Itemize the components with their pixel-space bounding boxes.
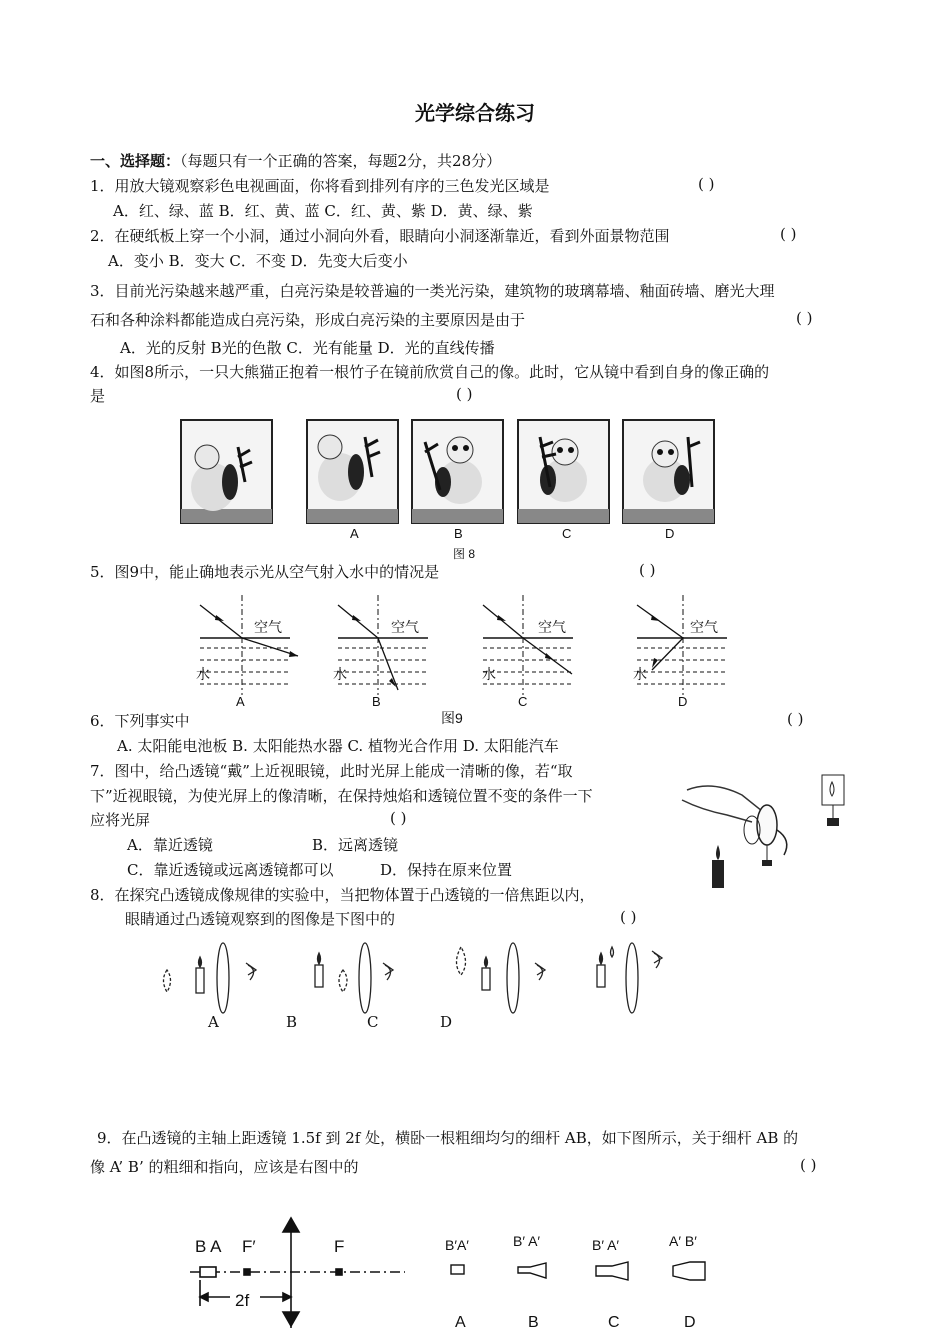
q7-line3: 应将光屏	[90, 811, 151, 829]
water-label-a: 水	[196, 666, 210, 682]
rod-label-a: A	[455, 1314, 466, 1331]
q7-line1: 7．图中，给凸透镜“戴”上近视眼镜，此时光屏上能成一清晰的像，若“取	[90, 762, 573, 780]
rod-option-tag-c: B′ A′	[592, 1237, 620, 1253]
air-label-d: 空气	[690, 619, 718, 635]
refraction-diagram-c	[483, 595, 573, 695]
lens-option-d	[597, 943, 662, 1013]
q7-option-a: A．靠近透镜	[127, 836, 213, 854]
rod-image-options	[451, 1262, 705, 1280]
q1-text: 1．用放大镜观察彩色电视画面，你将看到排列有序的三色发光区域是	[90, 177, 550, 195]
q8-answer-paren: ( )	[620, 908, 637, 926]
q1-options: A．红、绿、蓝 B．红、黄、蓝 C．红、黄、紫 D．黄、绿、紫	[113, 202, 533, 220]
section-note: （每题只有一个正确的答案，每题2分，共28分）	[180, 152, 502, 170]
q7-option-d: D．保持在原来位置	[380, 861, 513, 879]
section-heading	[90, 150, 501, 171]
q4-answer-paren: ( )	[456, 385, 473, 403]
panda-option-a	[307, 420, 398, 523]
q5-text: 5．图9中，能止确地表示光从空气射入水中的情况是	[90, 563, 440, 581]
lens-label-b: B	[286, 1013, 298, 1031]
q8-line2: 眼睛通过凸透镜观察到的图像是下图中的	[125, 910, 396, 928]
lens-label-d: D	[440, 1013, 453, 1031]
convex-lens-image-options	[0, 935, 950, 1015]
page-title: 光学综合练习	[415, 101, 535, 125]
q9-line2: 像 A’ B’ 的粗细和指向，应该是右图中的	[90, 1158, 359, 1176]
panda-label-d: D	[665, 526, 675, 541]
refraction-label-d: D	[678, 694, 688, 709]
q9-answer-paren: ( )	[800, 1156, 817, 1174]
water-label-b: 水	[333, 666, 347, 682]
two-f-label: 2f	[235, 1291, 250, 1310]
lens-glasses-figure	[672, 760, 872, 900]
q3-line2: 石和各种涂料都能造成白亮污染，形成白亮污染的主要原因是由于	[90, 311, 526, 329]
panda-label-b: B	[454, 526, 463, 541]
q5-answer-paren: ( )	[639, 561, 656, 579]
lens-label-a: A	[208, 1013, 219, 1031]
q8-line1: 8．在探究凸透镜成像规律的实验中，当把物体置于凸透镜的一倍焦距以内，	[90, 886, 595, 904]
q6-text: 6．下列事实中	[90, 712, 190, 730]
q6-answer-paren: ( )	[787, 710, 804, 728]
refraction-diagram-a	[200, 595, 298, 695]
air-label-a: 空气	[254, 619, 282, 635]
rod-option-tag-d: A′ B′	[669, 1233, 697, 1249]
panda-option-b	[412, 420, 503, 523]
refraction-label-b: B	[372, 694, 381, 709]
q3-answer-paren: ( )	[796, 309, 813, 327]
q7-line2: 下”近视眼镜，为使光屏上的像清晰，在保持烛焰和透镜位置不变的条件一下	[90, 787, 593, 805]
air-label-b: 空气	[391, 619, 419, 635]
panda-label-a: A	[350, 526, 359, 541]
section-heading-label: 一、选择题：	[90, 152, 181, 170]
rod-option-tag-a: B′A′	[445, 1237, 469, 1253]
q3-line1: 3．目前光污染越来越严重，白亮污染是较普遍的一类光污染，建筑物的玻璃幕墙、釉面砖墙、磨光大理	[90, 282, 775, 300]
q6-options: A. 太阳能电池板 B. 太阳能热水器 C. 植物光合作用 D. 太阳能汽车	[117, 737, 559, 755]
panda-option-c	[518, 420, 609, 523]
refraction-label-a: A	[236, 694, 245, 709]
figure-9-caption: 图9	[441, 710, 463, 726]
rod-label-c: C	[608, 1314, 620, 1331]
q2-options: A．变小 B．变大 C．不变 D．先变大后变小	[108, 252, 408, 270]
air-label-c: 空气	[538, 619, 566, 635]
rod-option-tag-b: B′ A′	[513, 1233, 541, 1249]
water-label-c: 水	[482, 666, 496, 682]
rod-label-d: D	[684, 1314, 696, 1331]
q9-line1: 9．在凸透镜的主轴上距透镜 1.5f 到 2f 处，横卧一根粗细均匀的细杆 AB，如下图所示，关于细杆 AB 的	[97, 1129, 799, 1147]
panda-option-d	[623, 420, 714, 523]
lens-option-c	[457, 943, 546, 1013]
q2-answer-paren: ( )	[780, 225, 797, 243]
lens-label-c: C	[367, 1013, 379, 1031]
refraction-diagrams	[0, 590, 950, 710]
rod-label-ba: B A	[195, 1237, 222, 1256]
water-label-d: 水	[633, 666, 647, 682]
focus-left-label: F′	[242, 1237, 256, 1256]
refraction-diagram-d	[637, 595, 727, 695]
q1-answer-paren: ( )	[698, 175, 715, 193]
figure-8-caption: 图 8	[453, 547, 476, 561]
q4-line1: 4．如图8所示，一只大熊猫正抱着一根竹子在镜前欣赏自己的像。此时，它从镜中看到自身的像正确的	[90, 363, 770, 381]
refraction-diagram-b	[338, 595, 428, 695]
q7-option-b: B．远离透镜	[312, 836, 399, 854]
refraction-label-c: C	[518, 694, 528, 709]
q7-option-c: C．靠近透镜或远离透镜都可以	[127, 861, 334, 879]
lens-option-b	[315, 943, 393, 1013]
rod-lens-diagram	[0, 1210, 950, 1340]
q2-text: 2．在硬纸板上穿一个小洞，通过小洞向外看，眼睛向小洞逐渐靠近，看到外面景物范围	[90, 227, 670, 245]
q7-answer-paren: ( )	[390, 809, 407, 827]
focus-right-label: F	[334, 1237, 345, 1256]
rod-label-b: B	[528, 1314, 539, 1331]
q4-line2: 是	[90, 387, 106, 405]
q3-options: A．光的反射 B光的色散 C．光有能量 D．光的直线传播	[120, 339, 495, 357]
lens-option-a	[164, 943, 257, 1013]
panda-original	[181, 420, 272, 523]
panda-label-c: C	[562, 526, 572, 541]
